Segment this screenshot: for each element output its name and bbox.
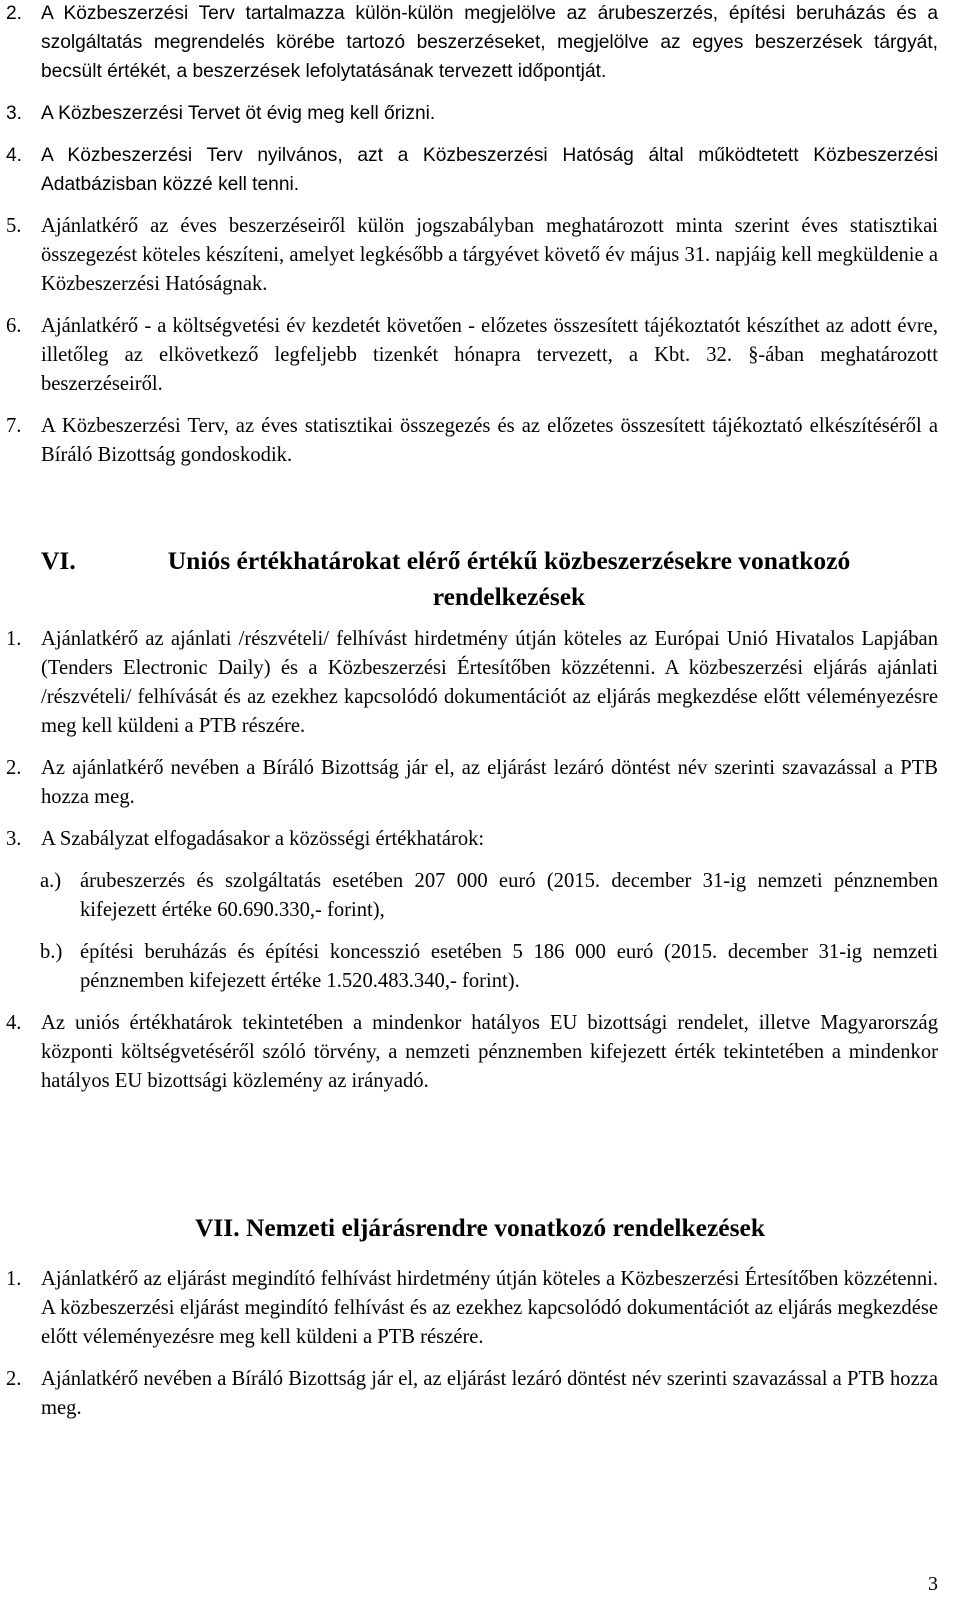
list-item <box>6 1265 938 1352</box>
list-item <box>6 212 938 299</box>
item-number: 3. <box>6 828 22 850</box>
section-numeral: VI. <box>41 546 76 575</box>
item-text: A Közbeszerzési Tervet öt évig meg kell őrizni. <box>41 103 436 124</box>
item-number: 3. <box>6 103 23 124</box>
section-numeral: VII. <box>194 1213 240 1242</box>
item-text: A Közbeszerzési Terv nyilvános, azt a Közbeszerzési Hatóság által működtetett Közbeszerzési Adatbázisban közzé kell tenni. <box>41 145 938 195</box>
list-item <box>6 1009 938 1096</box>
list-subitem <box>40 867 938 925</box>
item-text: Ajánlatkérő - a költségvetési év kezdetét követően - előzetes összesített tájékoztatót készíthet az adott évre, illetőleg az elkövetkező legfeljebb tizenkét hónapra tervezett, a Kbt. 32. §-ában meghatározott beszerzéseiről. <box>41 315 938 395</box>
list-item <box>6 754 938 812</box>
item-text: A Közbeszerzési Terv tartalmazza külön-külön megjelölve az árubeszerzés, építési beruházás és a szolgáltatás megrendelés körébe tartozó beszerzéseket, megjelölve az egyes beszerzések tárgyát, becsült értékét, a beszerzések lefolytatásának tervezett időpontját. <box>41 3 938 82</box>
section-vi-heading <box>0 543 960 615</box>
section-vii-list <box>0 1265 938 1423</box>
section-vi-title-line2: rendelkezések <box>432 582 586 611</box>
section-vi-title-line1 <box>0 543 960 579</box>
list-item <box>6 312 938 399</box>
list-item <box>6 0 938 86</box>
item-number: 1. <box>6 628 22 650</box>
subitem-letter: a.) <box>40 870 62 892</box>
item-number: 4. <box>6 145 23 166</box>
list-item <box>6 141 938 199</box>
list-item <box>6 99 938 128</box>
section-v-list <box>0 0 938 470</box>
item-text: Ajánlatkérő az ajánlati /részvételi/ felhívást hirdetmény útján köteles az Európai Unió Hivatalos Lapjában (Tenders Electronic Daily) és a Közbeszerzési Értesítőben közzétenni. A közbeszerzési eljárás ajánlati /részvételi/ felhívását és az ezekhez kapcsolódó dokumentációt az eljárás megkezdése előtt véleményezésre meg kell küldeni a PTB részére. <box>41 628 938 737</box>
list-item <box>6 825 938 854</box>
item-number: 7. <box>6 415 22 437</box>
item-text: Az ajánlatkérő nevében a Bíráló Bizottság jár el, az eljárást lezáró döntést név szerinti szavazással a PTB hozza meg. <box>41 757 938 808</box>
list-item <box>6 1365 938 1423</box>
item-text: A Szabályzat elfogadásakor a közösségi értékhatárok: <box>41 828 485 850</box>
item-number: 2. <box>6 757 22 779</box>
subitem-letter: b.) <box>40 941 63 963</box>
list-subitem <box>40 938 938 996</box>
list-item <box>6 412 938 470</box>
item-number: 5. <box>6 215 22 237</box>
item-number: 2. <box>6 1368 22 1390</box>
section-title: Uniós értékhatárokat elérő értékű közbeszerzésekre vonatkozó <box>167 546 851 575</box>
item-text: Ajánlatkérő az eljárást megindító felhívást hirdetmény útján köteles a Közbeszerzési Értesítőben közzétenni. A közbeszerzési eljárást megindító felhívást és az ezekhez kapcsolódó dokumentációt az eljárás megkezdése előtt véleményezésre meg kell küldeni a PTB részére. <box>41 1268 938 1348</box>
item-number: 2. <box>6 3 23 24</box>
section-title: Nemzeti eljárásrendre vonatkozó rendelkezések <box>245 1213 766 1242</box>
page-number: 3 <box>928 1573 938 1595</box>
item-text: A Közbeszerzési Terv, az éves statisztikai összegezés és az előzetes összesített tájékoztató elkészítéséről a Bíráló Bizottság gondoskodik. <box>41 415 938 466</box>
section-vi-list <box>0 625 938 1096</box>
item-text: Ajánlatkérő az éves beszerzéseiről külön jogszabályban meghatározott minta szerint éves statisztikai összegezést köteles készíteni, amelyet legkésőbb a tárgyévet követő év május 31. napjáig kell megküldenie a Közbeszerzési Hatóságnak. <box>41 215 938 295</box>
item-text: Az uniós értékhatárok tekintetében a mindenkor hatályos EU bizottsági rendelet, illetve Magyarország központi költségvetéséről szóló törvény, a nemzeti pénznemben kifejezett érték tekintetében a mindenkor hatályos EU bizottsági közlemény az irányadó. <box>41 1012 938 1092</box>
item-number: 6. <box>6 315 22 337</box>
item-number: 1. <box>6 1268 22 1290</box>
section-vii-heading <box>0 1210 960 1246</box>
item-number: 4. <box>6 1012 22 1034</box>
list-item <box>6 625 938 741</box>
subitem-text: építési beruházás és építési koncesszió esetében 5 186 000 euró (2015. december 31-ig nemzeti pénznemben kifejezett értéke 1.520.483.340,- forint). <box>80 941 938 992</box>
item-text: Ajánlatkérő nevében a Bíráló Bizottság jár el, az eljárást lezáró döntést név szerinti szavazással a PTB hozza meg. <box>41 1368 938 1419</box>
subitem-text: árubeszerzés és szolgáltatás esetében 207 000 euró (2015. december 31-ig nemzeti pénznemben kifejezett értéke 60.690.330,- forint), <box>80 870 938 921</box>
